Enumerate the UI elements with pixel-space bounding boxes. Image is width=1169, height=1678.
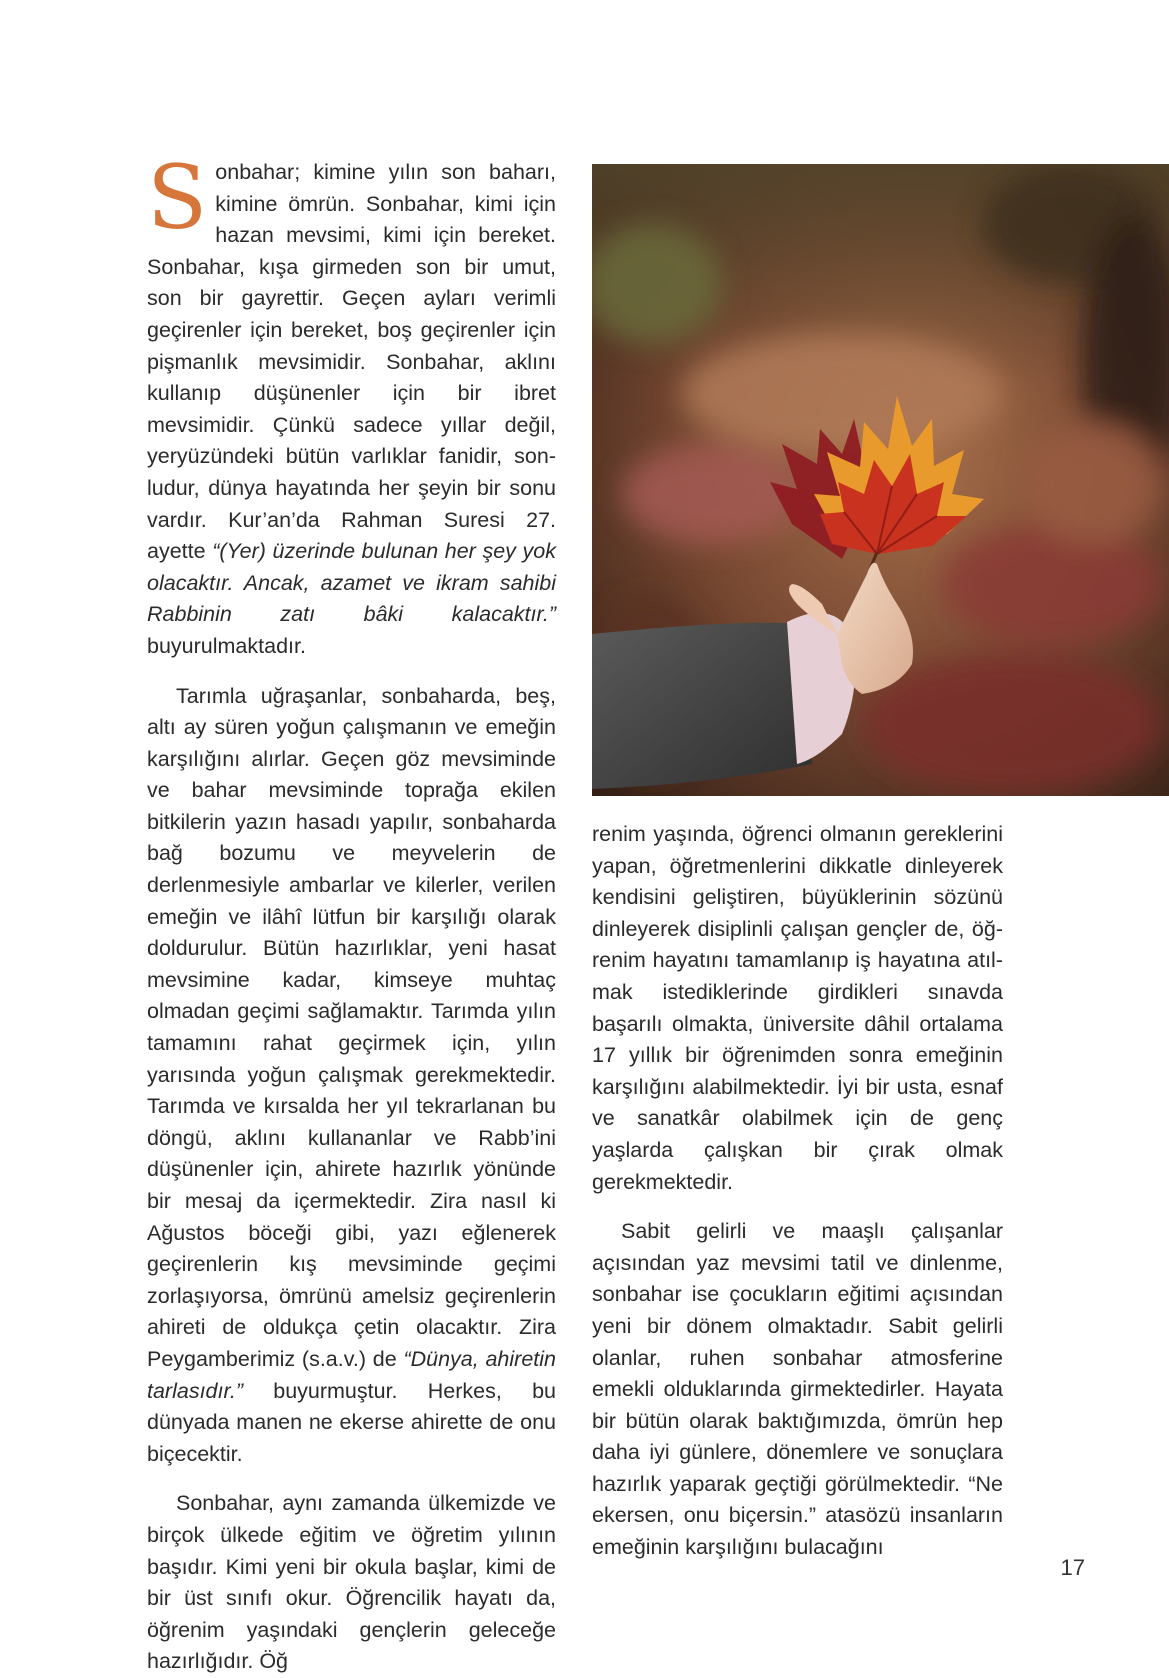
paragraph-3-continued: renim yaşında, öğrenci olmanın gereklerini yapan, öğretmenlerini dikkatle dinleyerek kendisini geliştiren, büyüklerinin sözünü dinleyerek disiplinli çalışan gençler de, öğrenim hayatını tamamlanıp iş hayatına atılmak istediklerinde girdikleri sınavda başarılı olmakta, üniversite dâhil ortalama 17 yıllık bir öğrenimden sonra emeğinin karşılığını alabilmektedir. İyi bir usta, esnaf ve sanatkâr olabilmek için de genç yaşlarda çalışkan bir çırak olmak gerekmektedir. bbox=[592, 822, 1003, 1194]
paragraph-2-tail: buyurmuştur. Herkes, bu dünyada manen ne ekerse ahirette de onu biçecektir. bbox=[147, 1378, 556, 1466]
paragraph-1-lead: onbahar; kimine yılın son baharı, kimine ömrün. Sonbahar, kimi için hazan mevsimi, kimi için bereket. Sonbahar, kışa girmeden son bir umut, son bir gayrettir. Geçen ayları verimli geçirenler için bereket, boş geçirenler için pişmanlık mevsimidir. Sonbahar, aklını kullanıp düşünenler için bir ibret mevsimidir. Çünkü sadece yıllar değil, yeryüzündeki bütün varlıklar fanidir, sonludur, dünya hayatında her şeyin bir sonu vardır. Kur’an’da Rahman Suresi 27. ayette bbox=[147, 160, 556, 564]
left-text-column bbox=[147, 146, 556, 1678]
drop-cap: S bbox=[147, 146, 208, 249]
paragraph-2 bbox=[147, 681, 556, 1471]
right-text-column bbox=[592, 819, 1003, 1564]
autumn-leaf-photo bbox=[592, 164, 1169, 796]
sleeve bbox=[592, 623, 812, 789]
hadith-quote: “Dünya, ahiretin tarlasıdır.” bbox=[147, 1346, 556, 1403]
paragraph-1 bbox=[147, 146, 556, 663]
paragraph-4: Sabit gelirli ve maaşlı çalışanlar açısından yaz mevsimi tatil ve dinlenme, sonbahar ise çocukların eğitimi açısından yeni bir dönem olmaktadır. Sabit gelirli olanlar, ruhen sonbahar atmosferine emekli olduklarında girmektedirler. Hayata bir bütün olarak baktığımızda, ömrün hep daha iyi günlere, dönemlere ve sonuçlara hazırlık yaparak geçtiği görülmektedir. “Ne ekersen, onu biçersin.” atasözü insanların emeğinin karşılığını bulacağını bbox=[592, 1219, 1003, 1560]
paragraph-3-start: Sonbahar, aynı zamanda ülkemizde ve birçok ülkede eğitim ve öğretim yılının başıdır. Kimi yeni bir okula başlar, kimi de bir üst sınıfı okur. Öğrencilik hayatı da, öğrenim yaşındaki gençlerin geleceğe hazırlığıdır. Öğ bbox=[147, 1491, 556, 1674]
paragraph-2-lead: Tarımla uğraşanlar, sonbaharda, beş, altı ay süren yoğun çalışmanın ve emeğin karşılığını alırlar. Geçen göz mevsiminde ve bahar mevsiminde toprağa ekilen bitkilerin yazın hasadı yapılır, sonbaharda bağ bozumu ve meyvelerin de derlenmesiyle ambarlar ve kilerler, verilen emeğin ve ilâhî lütfun bir karşılığı olarak doldurulur. Bütün hazırlıklar, yeni hasat mevsimine kadar, kimseye muhtaç olmadan geçimi sağlamaktır. Tarımda yılın tamamını rahat geçirmek için, yılın yarısında yoğun çalışmak gerekmektedir. Tarımda ve kırsalda her yıl tekrarlanan bu döngü, aklını kullananlar ve Rabb’ini düşünenler için, ahirete hazırlık yönünde bir mesaj da içermektedir. Zira nasıl ki Ağustos böceği gibi, yazı eğlenerek geçirenlerin kış mevsiminde geçimi zorlaşıyorsa, ömrünü amelsiz geçirenlerin ahireti de oldukça çetin olacaktır. Zira Peygamberimiz (s.a.v.) de bbox=[147, 683, 556, 1371]
quran-quote: “(Yer) üzerinde bulunan her şey yok olacaktır. Ancak, azamet ve ikram sahibi Rabbinin zatı bâki kalacaktır.” bbox=[147, 539, 556, 627]
paragraph-1-tail: buyurulmaktadır. bbox=[147, 633, 306, 658]
page-number: 17 bbox=[1060, 1555, 1085, 1580]
